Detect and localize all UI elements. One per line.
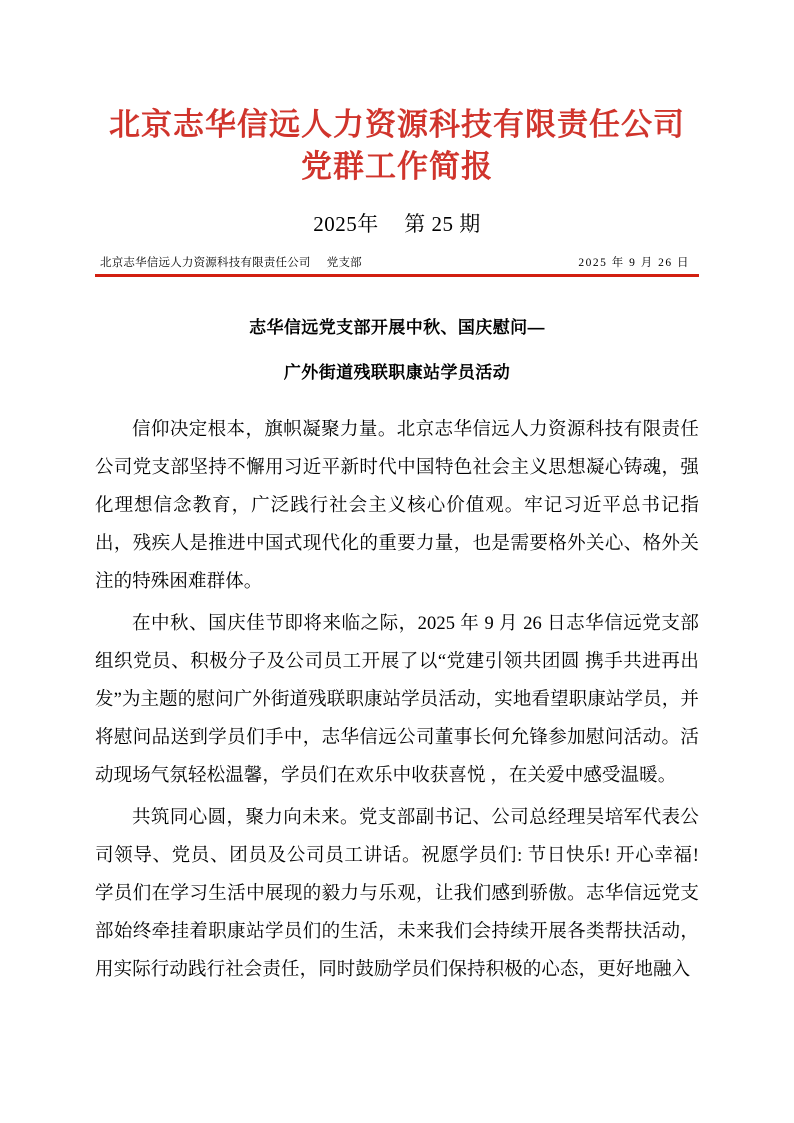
byline-date: 2025 年 9 月 26 日: [578, 257, 690, 269]
issue-line: [95, 209, 699, 239]
byline-organization: 北京志华信远人力资源科技有限责任公司: [100, 257, 311, 269]
article-paragraph: 在中秋、国庆佳节即将来临之际，2025 年 9 月 26 日志华信远党支部组织党员、积极分子及公司员工开展了以“党建引领共团圆 携手共进再出发”为主题的慰问广外街道残联职康站学员活动，实地看望职康站学员，并将慰问品送到学员们手中，志华信远公司董事长何允锋参加慰问活动。活动现场气氛轻松温馨，学员们在欢乐中收获喜悦 ，在关爱中感受温暖。: [95, 614, 699, 786]
article-paragraph: 共筑同心圆，聚力向未来。党支部副书记、公司总经理吴培军代表公司领导、党员、团员及公司员工讲话。祝愿学员们: 节日快乐! 开心幸福! 学员们在学习生活中展现的毅力与乐观，让我们感到骄傲。志华信远党支部始终牵挂着职康站学员们的生活，未来我们会持续开展各类帮扶活动，用实际行动践行社会责任，同时鼓励学员们保持积极的心态，更好地融入: [95, 808, 699, 980]
issue-year: 2025年: [313, 212, 379, 236]
article-paragraph: 信仰决定根本，旗帜凝聚力量。北京志华信远人力资源科技有限责任公司党支部坚持不懈用习近平新时代中国特色社会主义思想凝心铸魂，强化理想信念教育，广泛践行社会主义核心价值观。牢记习近平总书记指出，残疾人是推进中国式现代化的重要力量，也是需要格外关心、格外关注的特殊困难群体。: [95, 420, 699, 592]
article-heading: [95, 315, 699, 385]
article: [95, 315, 699, 989]
document-title-line-2: 党群工作简报: [301, 149, 493, 184]
issue-number: 第 25 期: [404, 212, 481, 236]
masthead: [95, 0, 699, 277]
document-title: [95, 104, 699, 188]
article-body: [95, 411, 699, 989]
byline-issuer: [100, 255, 362, 271]
byline-unit: 党支部: [326, 257, 362, 269]
article-heading-line-2: 广外街道残联职康站学员活动: [283, 363, 511, 382]
byline-row: [95, 255, 699, 271]
article-heading-line-1: 志华信远党支部开展中秋、国庆慰问—: [249, 318, 545, 337]
masthead-divider-rule: [95, 274, 699, 277]
document-title-line-1: 北京志华信远人力资源科技有限责任公司: [109, 107, 685, 142]
